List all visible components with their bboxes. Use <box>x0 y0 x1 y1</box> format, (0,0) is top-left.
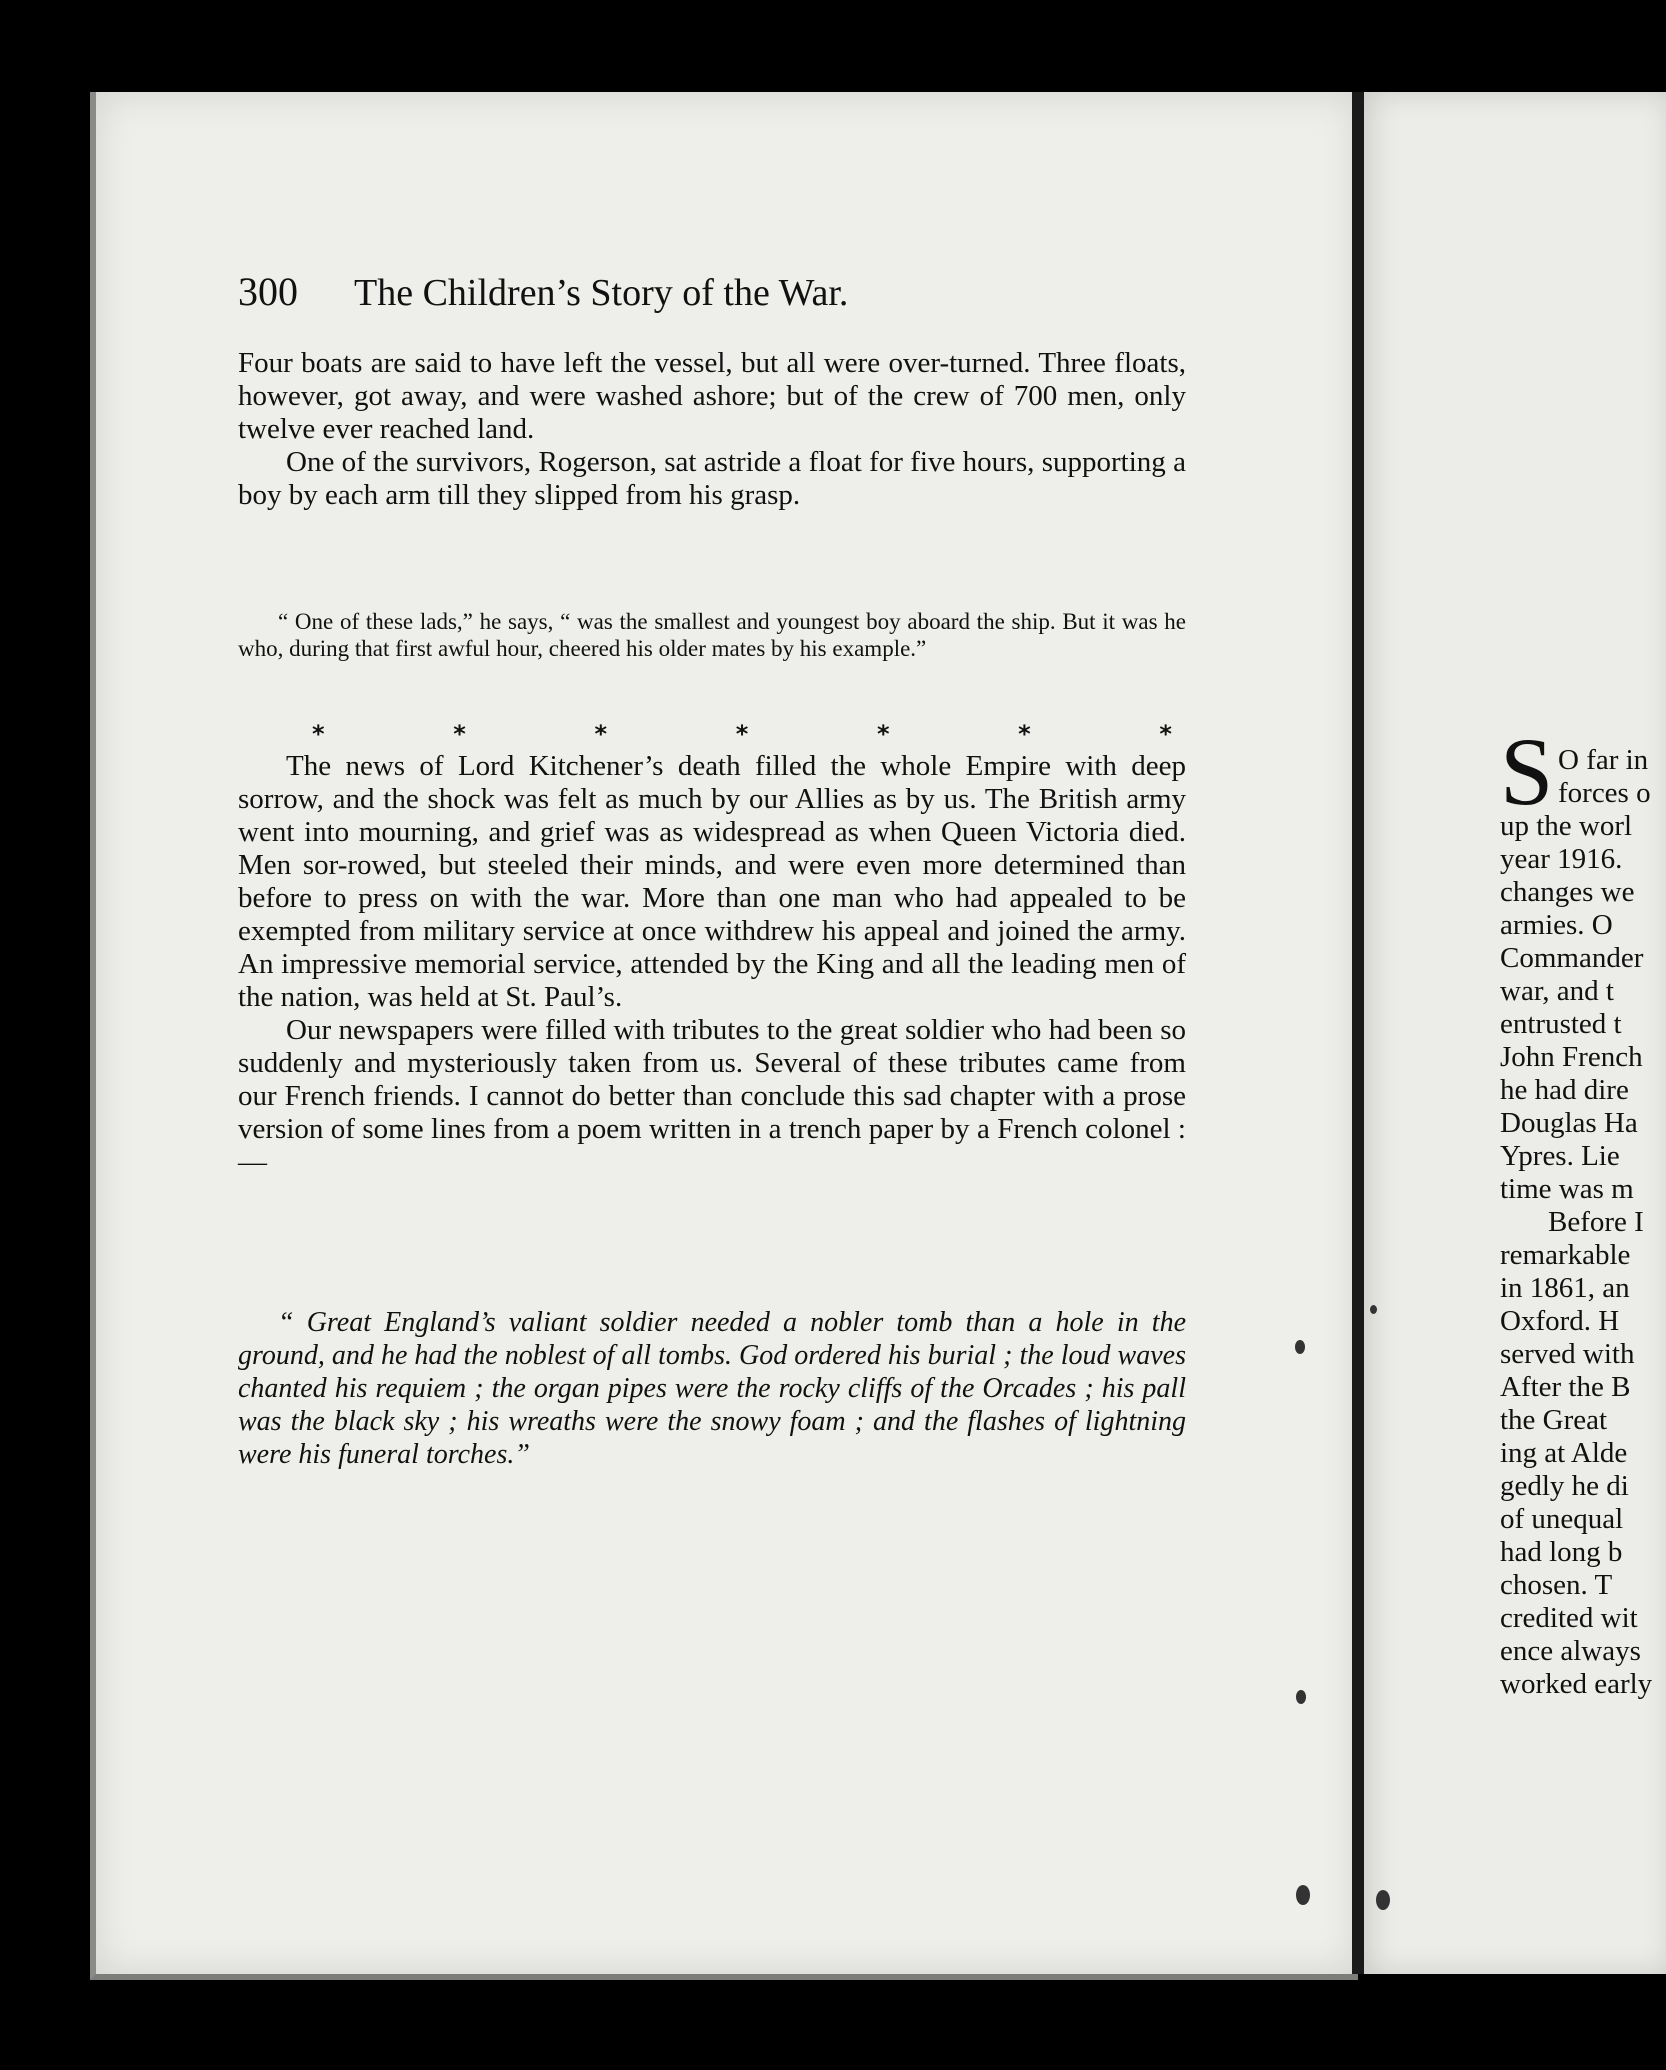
asterisk: * <box>312 720 325 748</box>
text-line: Commander <box>1500 942 1644 974</box>
text-line: time was m <box>1500 1173 1634 1205</box>
text-line: worked early <box>1500 1668 1653 1700</box>
text-line: war, and t <box>1500 975 1614 1007</box>
text-line: credited wit <box>1500 1602 1638 1634</box>
asterisk: * <box>594 720 608 748</box>
text-line: remarkable <box>1500 1239 1631 1271</box>
scan-speck <box>1296 1885 1310 1905</box>
section-break-asterism <box>312 720 1172 748</box>
text-line: Before I <box>1548 1206 1644 1238</box>
text-line: the Great <box>1500 1404 1608 1436</box>
text-line: Douglas Ha <box>1500 1107 1638 1139</box>
text-line: served with <box>1500 1338 1635 1370</box>
running-head <box>238 268 1138 315</box>
text-line: he had dire <box>1500 1074 1629 1106</box>
asterisk: * <box>1018 720 1031 748</box>
text-line: ing at Alde <box>1500 1437 1628 1469</box>
text-line: After the B <box>1500 1371 1631 1403</box>
text-line: up the worl <box>1500 810 1633 842</box>
text-line: ence always <box>1500 1635 1641 1667</box>
scan-speck <box>1370 1305 1377 1314</box>
asterisk: * <box>876 720 890 748</box>
scan-speck <box>1376 1890 1390 1910</box>
scan-speck <box>1296 1690 1306 1704</box>
text-line: chosen. T <box>1500 1569 1613 1601</box>
text-line: year 1916. <box>1500 843 1623 875</box>
text-line: Ypres. Lie <box>1500 1140 1620 1172</box>
book-gutter <box>1352 92 1364 1974</box>
paragraph: Four boats are said to have left the vessel, but all were over-turned. Three floats, however, got away, and were washed ashore; but of the crew of 700 men, only twelve ever reached land. <box>238 347 1186 445</box>
text-line: of unequal <box>1500 1503 1624 1535</box>
text-line: armies. O <box>1500 909 1613 941</box>
paragraph: Our newspapers were filled with tributes to the great soldier who had been so suddenly and mysteriously taken from us. Several of these tributes came from our French friends. I cannot do better than conclude this sad chapter with a prose version of some lines from a poem written in a trench paper by a French colonel :— <box>238 1014 1186 1178</box>
text-line: had long b <box>1500 1536 1623 1568</box>
text-line: John French <box>1500 1041 1643 1073</box>
asterisk: * <box>1159 720 1172 748</box>
poem-quotation: “ Great England’s valiant soldier needed a nobler tomb than a hole in the ground, and he had the noblest of all tombs. God ordered his burial ; the loud waves chanted his requiem ; the organ pipes were the rocky cliffs of the Orcades ; his pall was the black sky ; his wreaths were the snowy foam ; and the flashes of lightning were his funeral torches.” <box>238 1307 1186 1470</box>
body-text-top <box>238 347 1186 512</box>
text-line: changes we <box>1500 876 1635 908</box>
body-text-bottom <box>238 750 1186 1179</box>
running-title: The Children’s Story of the War. <box>354 272 849 314</box>
paragraph: One of the survivors, Rogerson, sat astride a float for five hours, supporting a boy by each arm till they slipped from his grasp. <box>238 446 1186 511</box>
page-number: 300 <box>238 269 298 314</box>
right-page-text <box>1500 744 1666 1701</box>
drop-cap: S <box>1500 718 1554 825</box>
scan-speck <box>1295 1340 1305 1354</box>
text-line: entrusted t <box>1500 1008 1622 1040</box>
block-quotation: “ One of these lads,” he says, “ was the smallest and youngest boy aboard the ship. But it was he who, during that first awful hour, cheered his older mates by his example.” <box>238 609 1186 661</box>
paragraph: The news of Lord Kitchener’s death filled the whole Empire with deep sorrow, and the shock was felt as much by our Allies as by us. The British army went into mourning, and grief was as widespread as when Queen Victoria died. Men sor-rowed, but steeled their minds, and were even more determined than before to press on with the war. More than one man who had appealed to be exempted from military service at once withdrew his appeal and joined the army. An impressive memorial service, attended by the King and all the leading men of the nation, was held at St. Paul’s. <box>238 750 1186 1013</box>
asterisk: * <box>453 720 466 748</box>
text-line: gedly he di <box>1500 1470 1629 1502</box>
text-line: O far in <box>1558 744 1649 776</box>
text-line: forces o <box>1558 777 1651 809</box>
text-line: Oxford. H <box>1500 1305 1620 1337</box>
text-line: in 1861, an <box>1500 1272 1630 1304</box>
asterisk: * <box>735 720 749 748</box>
